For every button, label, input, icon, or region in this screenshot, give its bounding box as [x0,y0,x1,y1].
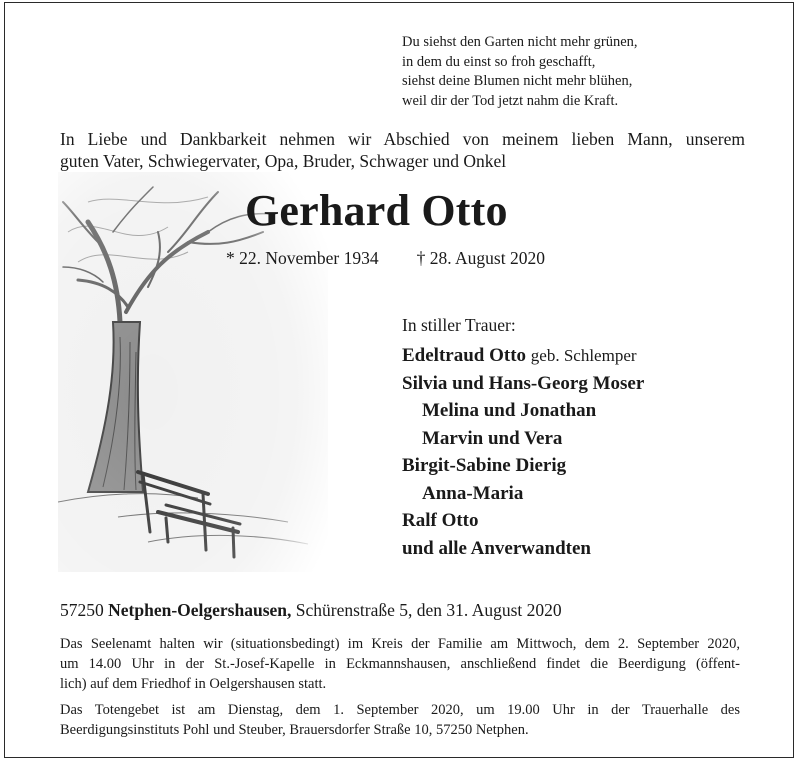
poem-line: Du siehst den Garten nicht mehr grünen, [402,34,638,50]
mourners-list [402,314,644,562]
poem [402,33,638,111]
mourners-label: In stiller Trauer: [402,315,516,335]
paragraph-line: lich) auf dem Friedhof in Oelgershausen statt. [60,676,327,692]
list-item: und alle Anverwandten [402,537,591,559]
service-paragraph [60,634,740,694]
mourner-name: Edeltraud Otto [402,345,527,366]
poem-line: siehst deine Blumen nicht mehr blühen, [402,73,633,89]
paragraph-line: um 14.00 Uhr in der St.-Josef-Kapelle in Eckmannshausen, anschließend findet die Beerdigung (öffent- [60,656,740,672]
mourner-note: geb. Schlemper [530,346,637,365]
prayer-paragraph [60,700,740,740]
address-town: Netphen-Oelgershausen, [108,600,292,620]
life-dates [226,247,545,269]
list-item: Marvin und Vera [422,427,563,449]
list-item: Silvia und Hans-Georg Moser [402,372,645,394]
list-item: Anna-Maria [422,482,524,504]
list-item: Ralf Otto [402,510,479,531]
paragraph-line: Das Seelenamt halten wir (situationsbedingt) im Kreis der Familie am Mittwoch, dem 2. September 2020, [60,636,740,652]
birth-date: * 22. November 1934 [226,248,379,268]
deceased-name: Gerhard Otto [245,186,508,235]
death-date: † 28. August 2020 [416,248,545,268]
paragraph-line: Beerdigungsinstituts Pohl und Steuber, Brauersdorfer Straße 10, 57250 Netphen. [60,722,529,738]
list-item: Melina und Jonathan [422,400,597,421]
paragraph-line: Das Totengebet ist am Dienstag, dem 1. September 2020, um 19.00 Uhr in der Trauerhalle des [60,702,740,718]
address-rest: Schürenstraße 5, den 31. August 2020 [295,600,562,620]
list-item [402,342,644,370]
list-item: Birgit-Sabine Dierig [402,455,567,476]
intro-line: In Liebe und Dankbarkeit nehmen wir Abschied von meinem lieben Mann, unserem [60,129,745,149]
address-line [60,599,562,621]
intro-text [60,128,745,172]
poem-line: in dem du einst so froh geschafft, [402,53,596,70]
poem-line: weil dir der Tod jetzt nahm die Kraft. [402,92,619,109]
address-zip: 57250 [60,600,104,620]
intro-line: guten Vater, Schwiegervater, Opa, Bruder, Schwager und Onkel [60,151,507,171]
